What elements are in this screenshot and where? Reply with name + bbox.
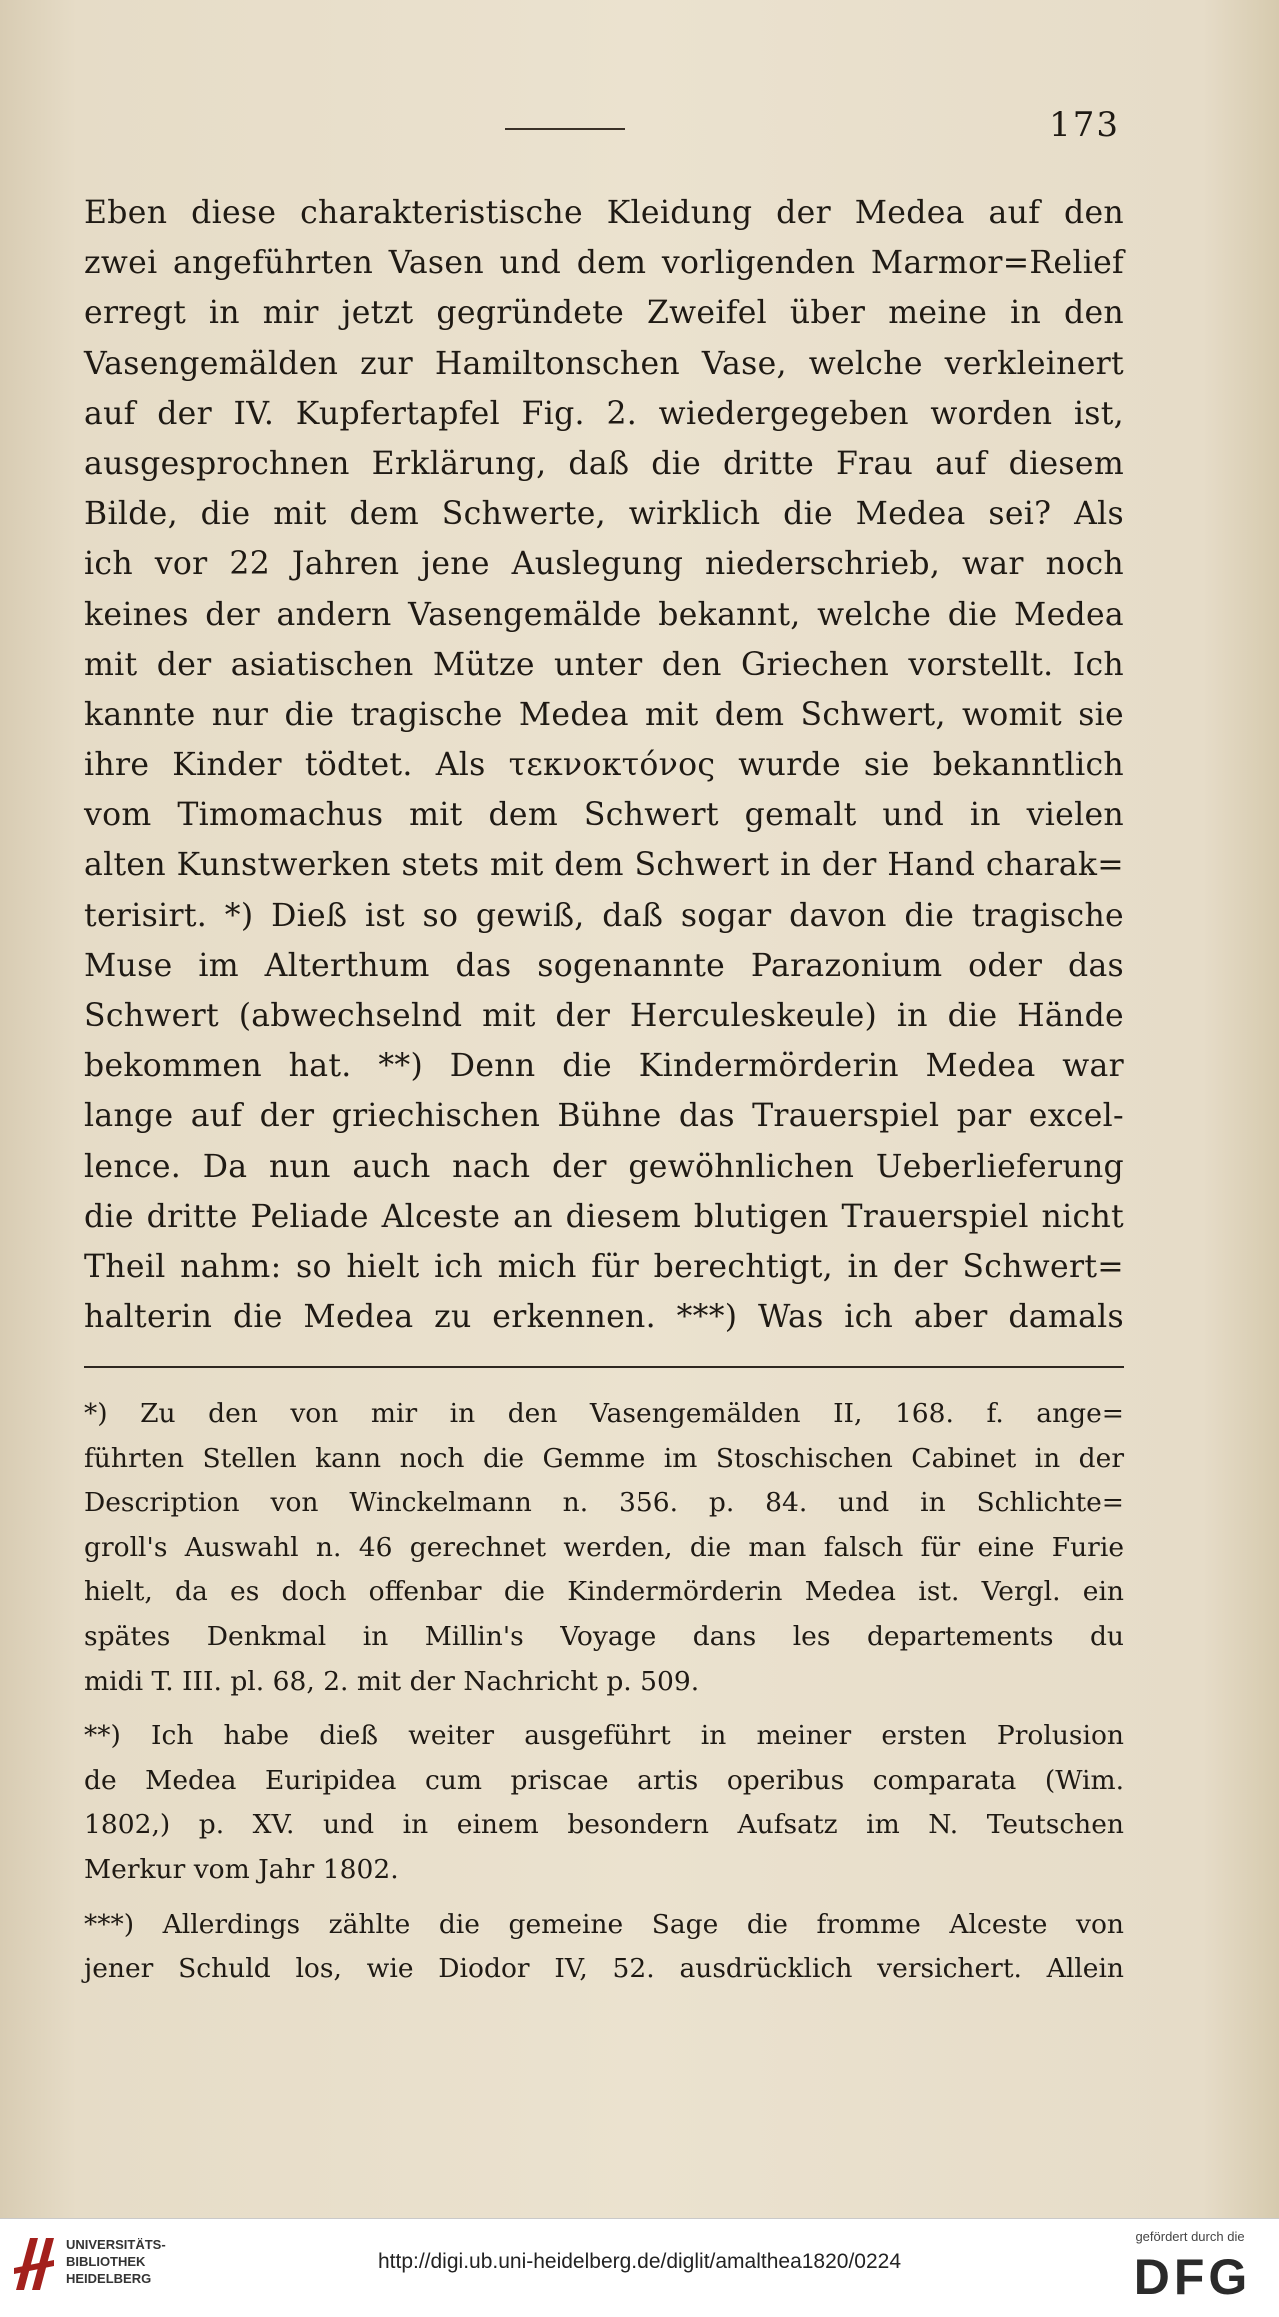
body-line: lence. Da nun auch nach der gewöhnlichen Ueberlieferung: [84, 1148, 1124, 1185]
footnote-line: 1802,) p. XV. und in einem besondern Aufsatz im N. Teutschen: [84, 1809, 1124, 1841]
footnote-line: **) Ich habe dieß weiter ausgeführt in meiner ersten Prolusion: [84, 1720, 1124, 1752]
footnote-line: hielt, da es doch offenbar die Kindermörderin Medea ist. Vergl. ein: [84, 1576, 1124, 1608]
header-rule: [505, 128, 625, 130]
footnote-line: de Medea Euripidea cum priscae artis operibus comparata (Wim.: [84, 1764, 1124, 1796]
footnote-line: *) Zu den von mir in den Vasengemälden II, 168. f. ange=: [84, 1398, 1124, 1429]
footnote-line: ***) Allerdings zählte die gemeine Sage die fromme Alceste von: [84, 1908, 1124, 1940]
body-line: bekommen hat. **) Denn die Kindermörderin Medea war: [84, 1048, 1124, 1085]
body-line: halterin die Medea zu erkennen. ***) Was ich aber damals: [84, 1299, 1124, 1336]
body-line: keines der andern Vasengemälde bekannt, welche die Medea: [84, 596, 1124, 633]
footnote-line: führten Stellen kann noch die Gemme im Stoschischen Cabinet in der: [84, 1442, 1124, 1474]
page-number: 173: [1049, 105, 1120, 145]
body-line: kannte nur die tragische Medea mit dem Schwert, womit sie: [84, 696, 1124, 733]
funding-credit: gefördert durch die: [1135, 2229, 1245, 2244]
body-line: Eben diese charakteristische Kleidung der Medea auf den: [84, 195, 1124, 231]
body-line: lange auf der griechischen Bühne das Trauerspiel par excel-: [84, 1098, 1124, 1135]
permalink-url[interactable]: http://digi.ub.uni-heidelberg.de/diglit/amalthea1820/0224: [377, 2250, 902, 2273]
dfg-logo: DFG: [1133, 2249, 1252, 2305]
footnote-line: groll's Auswahl n. 46 gerechnet werden, die man falsch für eine Furie: [84, 1531, 1124, 1563]
footnote-line: Description von Winckelmann n. 356. p. 84. und in Schlichte=: [84, 1487, 1124, 1519]
body-line: Schwert (abwechselnd mit der Herculeskeule) in die Hände: [84, 998, 1124, 1034]
body-line: auf der IV. Kupfertapfel Fig. 2. wiedergegeben worden ist,: [84, 395, 1124, 432]
body-line: Bilde, die mit dem Schwerte, wirklich die Medea sei? Als: [84, 496, 1124, 533]
footnote-line: midi T. III. pl. 68, 2. mit der Nachricht p. 509.: [84, 1665, 700, 1697]
footnote-line: spätes Denkmal in Millin's Voyage dans les departements du: [84, 1620, 1124, 1652]
body-text: [84, 188, 1124, 1342]
body-line: die dritte Peliade Alceste an diesem blutigen Trauerspiel nicht: [84, 1198, 1124, 1235]
body-line: terisirt. *) Dieß ist so gewiß, daß sogar davon die tragische: [84, 897, 1124, 934]
body-line: ihre Kinder tödtet. Als τεκνοκτόνος wurde sie bekanntlich: [84, 747, 1124, 784]
body-line: mit der asiatischen Mütze unter den Griechen vorstellt. Ich: [84, 646, 1124, 683]
body-line: zwei angeführten Vasen und dem vorligenden Marmor=Relief: [84, 245, 1124, 282]
footnote-line: Merkur vom Jahr 1802.: [84, 1853, 399, 1885]
university-logo-text: UNIVERSITÄTS- BIBLIOTHEK HEIDELBERG: [66, 2237, 166, 2286]
body-line: Theil nahm: so hielt ich mich für berechtigt, in der Schwert=: [84, 1248, 1124, 1285]
body-line: Muse im Alterthum das sogenannte Parazonium oder das: [84, 947, 1124, 984]
footnote-divider: [84, 1366, 1124, 1368]
body-line: Vasengemälden zur Hamiltonschen Vase, welche verkleinert: [84, 345, 1124, 382]
body-line: erregt in mir jetzt gegründete Zweifel über meine in den: [84, 295, 1124, 332]
body-line: ich vor 22 Jahren jene Auslegung niederschrieb, war noch: [84, 546, 1124, 583]
footnote-line: jener Schuld los, wie Diodor IV, 52. ausdrücklich versichert. Allein: [84, 1953, 1124, 1985]
footnotes: [84, 1392, 1124, 1992]
body-line: vom Timomachus mit dem Schwert gemalt und in vielen: [84, 797, 1124, 834]
body-line: alten Kunstwerken stets mit dem Schwert in der Hand charak=: [84, 847, 1124, 884]
body-line: ausgesprochnen Erklärung, daß die dritte Frau auf diesem: [84, 445, 1124, 482]
